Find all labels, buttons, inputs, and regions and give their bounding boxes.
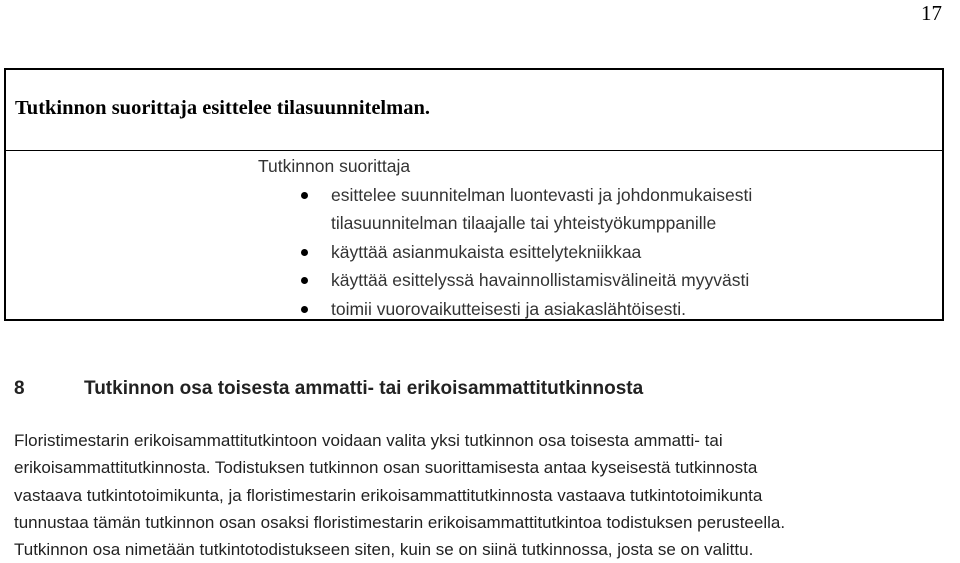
body-line: Tutkinnon osa nimetään tutkintotodistukseen siten, kuin se on siinä tutkinnossa, josta se on valittu. xyxy=(14,540,754,560)
bullet-icon xyxy=(301,277,308,284)
box-divider xyxy=(6,150,942,151)
section-body xyxy=(14,427,954,563)
body-line: erikoisammattitutkinnosta. Todistuksen tutkinnon osan suorittamisesta antaa kyseisestä tutkinnosta xyxy=(14,458,758,478)
assessment-criteria-box xyxy=(4,68,944,321)
criteria-list xyxy=(258,181,752,324)
bullet-icon xyxy=(301,249,308,256)
criteria-item-line: esittelee suunnitelman luontevasti ja johdonmukaisesti xyxy=(331,184,753,205)
criteria-intro: Tutkinnon suorittaja xyxy=(258,156,411,176)
section-number: 8 xyxy=(14,378,25,399)
criteria-item xyxy=(258,266,752,295)
body-line: Floristimestarin erikoisammattitutkintoon voidaan valita yksi tutkinnon osa toisesta ammatti- tai xyxy=(14,431,723,450)
criteria-item-line: tilasuunnitelman tilaajalle tai yhteistyökumppanille xyxy=(331,213,717,233)
criteria-item-line: käyttää asianmukaista esittelytekniikkaa xyxy=(331,241,642,262)
page-number: 17 xyxy=(921,1,942,25)
criteria-item-line: toimii vuorovaikutteisesti ja asiakaslähtöisesti. xyxy=(331,298,687,319)
section-title: Tutkinnon osa toisesta ammatti- tai erikoisammattitutkinnosta xyxy=(84,378,644,399)
criteria-item-line: käyttää esittelyssä havainnollistamisvälineitä myyvästi xyxy=(331,270,750,290)
body-line: tunnustaa tämän tutkinnon osan osaksi floristimestarin erikoisammattitutkintoa todistuksen perusteella. xyxy=(14,512,786,532)
criteria-item xyxy=(258,295,752,324)
criteria-item xyxy=(258,181,752,238)
bullet-icon xyxy=(301,306,308,313)
section-heading xyxy=(14,375,643,403)
box-title: Tutkinnon suorittaja esittelee tilasuunnitelman. xyxy=(15,97,430,119)
criteria-block xyxy=(258,152,752,323)
bullet-icon xyxy=(301,192,308,199)
criteria-item xyxy=(258,238,752,267)
body-line: vastaava tutkintotoimikunta, ja floristimestarin erikoisammattitutkinnosta vastaava tutkintotoimikunta xyxy=(14,485,763,505)
